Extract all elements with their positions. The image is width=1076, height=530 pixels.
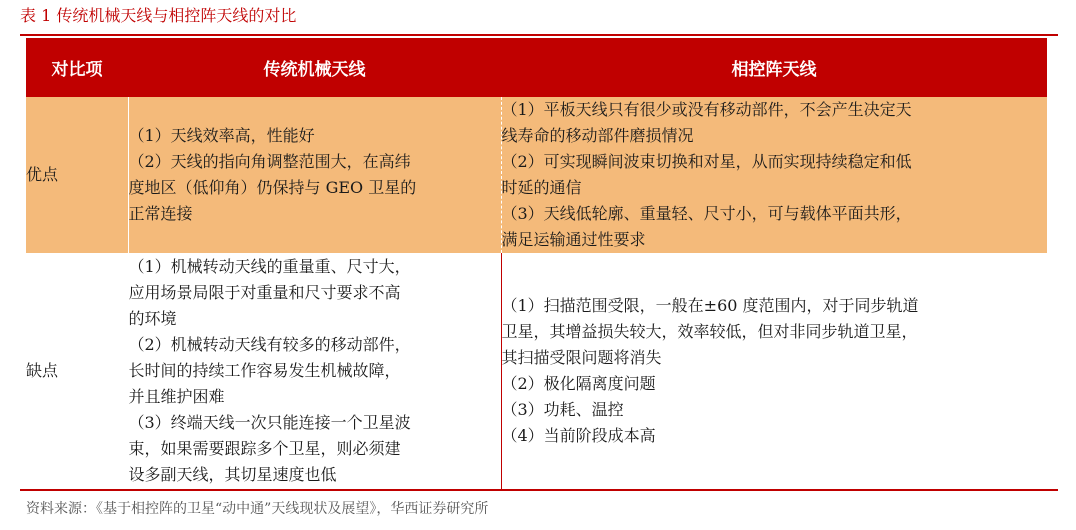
text-line: （1）平板天线只有很少或没有移动部件，不会产生决定天 — [501, 100, 912, 119]
text-line: 束，如果需要跟踪多个卫星，则必须建 — [128, 439, 401, 458]
table-header-row — [26, 38, 1047, 97]
text-line: 正常连接 — [128, 204, 193, 223]
text-line: （1）扫描范围受限，一般在±60 度范围内，对于同步轨道 — [501, 296, 919, 315]
text-line: （3）终端天线一次只能连接一个卫星波 — [128, 413, 411, 432]
disadvantages-traditional-cell — [128, 253, 501, 489]
table-row-advantages — [26, 97, 1047, 253]
text-line: （1）机械转动天线的重量重、尺寸大， — [128, 257, 411, 276]
text-line: 线寿命的移动部件磨损情况 — [501, 126, 694, 145]
disadvantages-phased-cell — [501, 253, 1047, 489]
text-line: 时延的通信 — [501, 178, 582, 197]
text-line: 卫星，其增益损失较大，效率较低，但对非同步轨道卫星， — [501, 322, 918, 341]
text-line: （2）极化隔离度问题 — [501, 374, 656, 393]
caption-divider — [20, 34, 1058, 36]
table-row-disadvantages — [26, 253, 1047, 489]
text-line: （2）可实现瞬间波束切换和对星，从而实现持续稳定和低 — [501, 152, 912, 171]
comparison-table — [26, 38, 1047, 489]
text-line: （2）机械转动天线有较多的移动部件， — [128, 335, 411, 354]
table-caption: 表 1 传统机械天线与相控阵天线的对比 — [20, 6, 297, 25]
source-note: 资料来源：《基于相控阵的卫星“动中通”天线现状及展望》，华西证券研究所 — [26, 501, 489, 517]
text-line: 设多副天线，其切星速度也低 — [128, 465, 337, 484]
text-line: 长时间的持续工作容易发生机械故障， — [128, 361, 401, 380]
text-line: 应用场景局限于对重量和尺寸要求不高 — [128, 283, 401, 302]
text-line: 满足运输通过性要求 — [501, 230, 646, 249]
row-label-advantages: 优点 — [26, 97, 128, 253]
text-line: 度地区（低仰角）仍保持与 GEO 卫星的 — [128, 178, 417, 197]
header-phased-array-antenna: 相控阵天线 — [501, 38, 1047, 97]
advantages-phased-cell — [501, 97, 1047, 253]
header-compare-item: 对比项 — [26, 38, 128, 97]
text-line: （2）天线的指向角调整范围大，在高纬 — [128, 152, 411, 171]
text-line: 并且维护困难 — [128, 387, 225, 406]
advantages-traditional-cell — [128, 97, 501, 253]
table-bottom-divider — [20, 489, 1058, 491]
text-line: 其扫描受限问题将消失 — [501, 348, 662, 367]
row-label-disadvantages: 缺点 — [26, 253, 128, 489]
text-line: （3）功耗、温控 — [501, 400, 624, 419]
header-traditional-antenna: 传统机械天线 — [128, 38, 501, 97]
text-line: （4）当前阶段成本高 — [501, 426, 656, 445]
text-line: 的环境 — [128, 309, 177, 328]
text-line: （1）天线效率高，性能好 — [128, 126, 315, 145]
text-line: （3）天线低轮廓、重量轻、尺寸小，可与载体平面共形， — [501, 204, 912, 223]
